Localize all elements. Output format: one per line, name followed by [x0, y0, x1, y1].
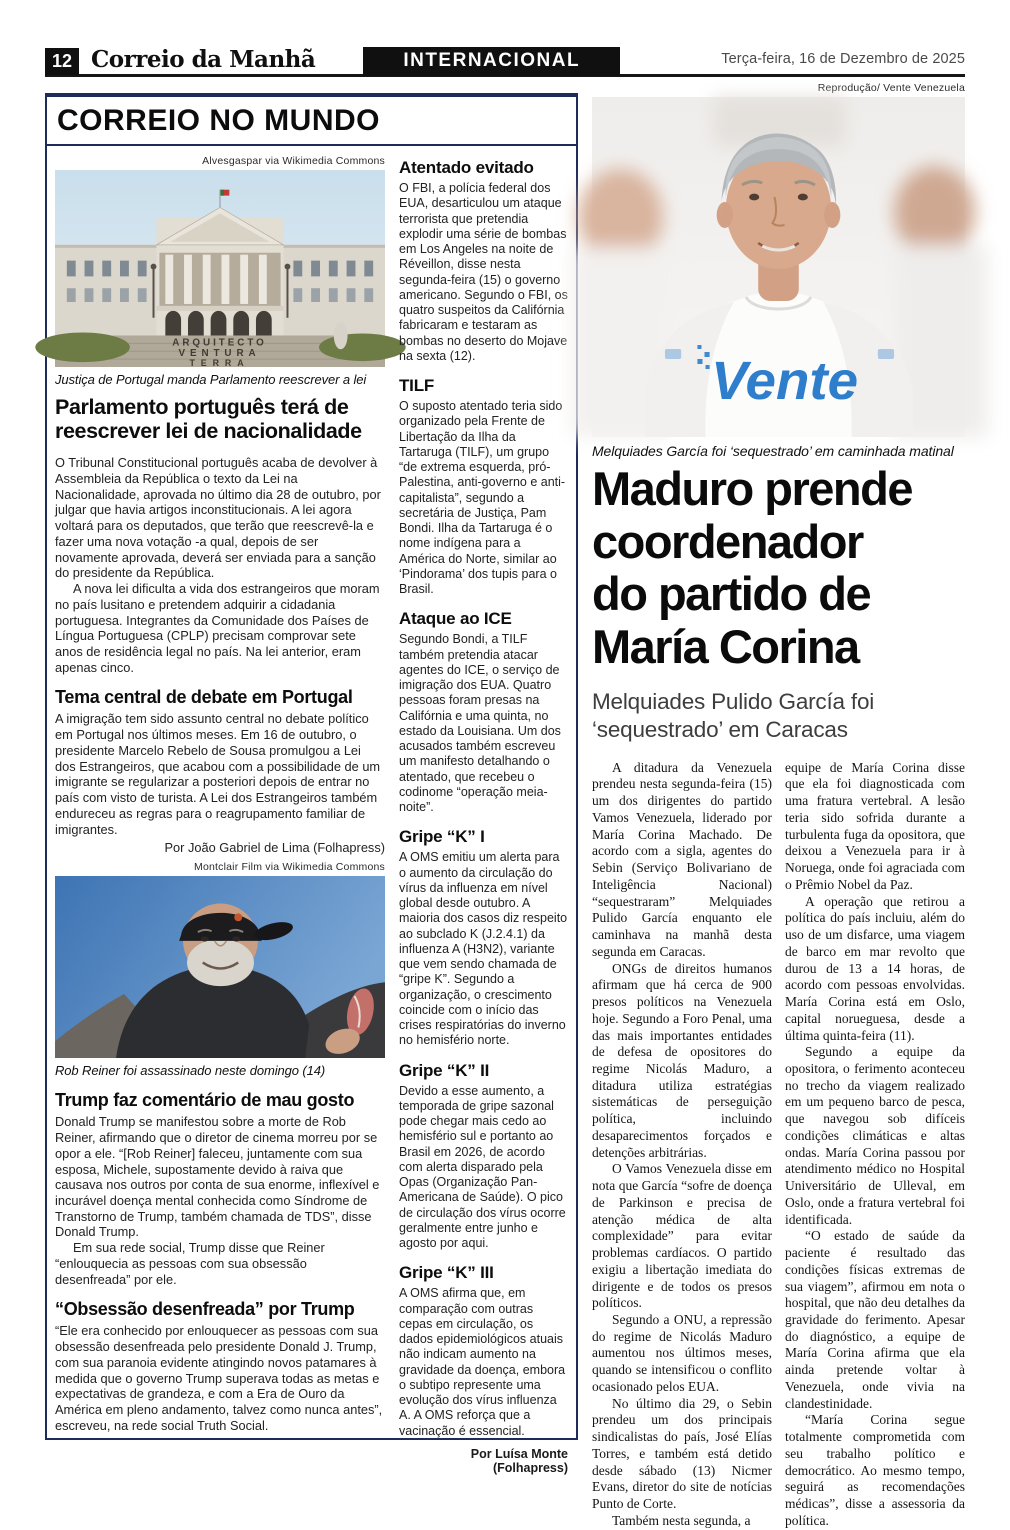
brief-ice	[399, 609, 568, 815]
maduro-subhead: Melquiades Pulido García foi ‘sequestrado’ em Caracas	[592, 688, 875, 742]
venezuela-body	[592, 760, 965, 1530]
paragraph: equipe de María Corina disse que ela foi diagnosticada com uma fratura vertebral. A lesão teria sido sofrida durante a turbulenta fuga da opositora, que deixou a Venezuela para ir à Noruega, onde foi agraciada com o Prêmio Nobel da Paz.	[785, 759, 965, 892]
paragraph: A imigração tem sido assunto central no debate político em Portugal nos últimos meses. Em 16 de outubro, o presidente Marcelo Rebelo de Sousa promulgou a Lei dos Estrangeiros, que acabou com a possibilidade de um imigrante se regularizar a posteriori depois de entrar no país com visto de turista. A Lei dos Estrangeiros também endureceu as regras para o reagrupamento familiar de imigrantes.	[55, 711, 381, 837]
parliament-photo	[55, 170, 385, 367]
brief-body: O FBI, a polícia federal dos EUA, desarticulou um ataque terrorista que pretendia explodir uma série de bombas em Los Angeles na noite de Réveillon, disse nesta segunda-feira (15) o governo americano. Segundo o FBI, os quatro suspeitos da Califórnia fabricaram e testaram as bombas no deserto do Mojave na sexta (12).	[399, 181, 568, 363]
edition-date: Terça-feira, 16 de Dezembro de 2025	[721, 51, 965, 67]
brief-gripe-2	[399, 1061, 568, 1252]
steps-text-1: ARQUITECTO	[172, 337, 267, 349]
photo-credit: Alvesgaspar via Wikimedia Commons	[202, 155, 385, 167]
paragraph: No último dia 29, o Sebin prendeu um dos principais sindicalistas do país, José Elías Torres, e também está detido desde sábado (13) Nicmer Evans, diretor do site de notícias Punto de Corte.	[592, 1395, 772, 1512]
paragraph: ONGs de direitos humanos afirmam que há cerca de 900 presos políticos na Venezuela hoje. Segundo a Foro Penal, uma das mais importantes entidades de defesa de opositores do regime Nicolás Maduro, a ditadura utiliza estratégias sistemáticas de perseguição política, incluindo desaparecimentos forçados e detenções arbitrárias.	[592, 960, 772, 1160]
newspaper-masthead: Correio da Manhã	[91, 45, 316, 73]
paragraph: “María Corina segue totalmente comprometida com seu trabalho político e democrático. Ao mesmo tempo, seguirá as recomendações médicas”, disse a assessoria da política.	[785, 1412, 965, 1528]
steps-text-3: TERRA	[189, 358, 250, 369]
brief-body: A OMS emitiu um alerta para o aumento da circulação do vírus da influenza em nível global desde outubro. A maioria dos casos diz respeito ao subclado K (J.2.4.1) da influenza A (H3N2), variante que vem sendo chamada de “gripe K”. Segundo a organização, o crescimento coincide com o início das crises respiratórias do inverno no hemisfério norte.	[399, 850, 568, 1048]
byline-luisa: Por Luísa Monte (Folhapress)	[470, 1446, 568, 1475]
paragraph: “Ele era conhecido por enlouquecer as pessoas com sua obsessão desenfreada pelo presidente Donald J. Trump, com sua paranoia evidente atingindo novos patamares à medida que o governo Trump superava todas as metas e expectativas de grandeza, e com a Era de Ouro da América em pleno andamento, talvez como nunca antes”, escreveu, na rede social Truth Social.	[55, 1323, 383, 1433]
paragraph: O Tribunal Constitucional português acaba de devolver à Assembleia da República o texto da Lei na Nacionalidade, aprovada no último dia 28 de outubro, por julgar que havia artigos inconstitucionais. A lei agora voltará para os deputados, que terão que reescrevê-la e fazer uma nova votação -a qual, depois de ser novamente aprovada, deverá ser enviada para a sanção do presidente da República.	[55, 455, 381, 581]
paragraph: Segundo a equipe da opositora, o ferimento aconteceu no trecho da viagem realizado em um pequeno barco de pesca, que navegou sob difíceis condições climáticas e altas ondas. María Corina passou por atendimento médico no Hospital Universitário de Ulleval, em Oslo, onde a fratura vertebral foi identificada.	[785, 1044, 965, 1227]
paragraph: Segundo a ONU, a repressão do regime de Nicolás Maduro aumentou nos últimos meses, quando se intensificou o conflito ocasionado pelos EUA.	[592, 1311, 772, 1394]
page-header	[45, 44, 965, 77]
venezuela-article	[592, 82, 965, 1530]
parliament-caption: Justiça de Portugal manda Parlamento reescrever a lei	[55, 372, 367, 387]
paragraph: Donald Trump se manifestou sobre a morte de Rob Reiner, afirmando que o diretor de cinema morreu por se opor a ele. “[Rob Reiner] faleceu, juntamente com sua esposa, Michele, supostamente devido à raiva que causava nos outros por conta de sua enorme, inflexível e incurável doença mental conhecida como Síndrome de Transtorno de Trump, também chamada de TDS”, disse Donald Trump.	[55, 1114, 380, 1240]
tema-central-heading: Tema central de debate em Portugal	[55, 687, 353, 708]
obsessao-article-body	[55, 1323, 385, 1433]
section-label: INTERNACIONAL	[363, 47, 620, 76]
brief-heading: Atentado evitado	[399, 158, 534, 177]
portugal-headline: Parlamento português terá de reescrever lei de nacionalidade	[55, 395, 362, 444]
paragraph: Em sua rede social, Trump disse que Reiner “enlouquecia as pessoas com sua obsessão desenfreada” por ele.	[55, 1240, 325, 1287]
brief-body: Devido a esse aumento, a temporada de gripe sazonal pode chegar mais cedo ao hemisfério sul e portanto ao Brasil em 2026, de acordo com alerta disparado pela Opas (Organização Pan-Americana de Saúde). O pico de circulação dos vírus ocorre geralmente entre junho e agosto por aqui.	[399, 1083, 566, 1250]
venezuela-column-2	[785, 760, 965, 1530]
page-number: 12	[45, 48, 79, 75]
paragraph: A nova lei dificulta a vida dos estrangeiros que moram no país lusitano e pretendem adquirir a cidadania portuguesa. Integrantes da Comunidade dos Países de Língua Portuguesa (CPLP) precisam comprovar sete anos de residência legal no país. Na lei anterior, eram apenas cinco.	[55, 581, 380, 675]
paragraph: Também nesta segunda, a	[612, 1512, 751, 1528]
trump-article-body	[55, 1114, 385, 1287]
brief-tilf	[399, 376, 568, 597]
trump-heading: Trump faz comentário de mau gosto	[55, 1090, 355, 1111]
brief-body: A OMS afirma que, em comparação com outras cepas em circulação, os dados epidemiológicos atuais não indicam aumento na gravidade da doença, embora o subtipo represente uma evolução dos vírus influenza A. A OMS reforça que a vacinação é essencial.	[399, 1286, 566, 1438]
page-content	[45, 82, 965, 1530]
paragraph: A operação que retirou a política do país incluiu, além do uso de um disfarce, uma viagem de barco em mar revolto que durou de 13 a 14 horas, de acordo com pessoas envolvidas. María Corina está em Oslo, capital norueguesa, desde a última quinta-feira (11).	[785, 893, 965, 1043]
brief-body: Segundo Bondi, a TILF também pretendia atacar agentes do ICE, o serviço de imigração dos EUA. Quatro pessoas foram presas na Califórnia e uma quinta, no estado da Louisiana. Um dos acusados também escreveu um manifesto detalhando o atentado, que recebeu o codinome “operação meia-noite”.	[399, 632, 561, 814]
obsessao-heading: “Obsessão desenfreada” por Trump	[55, 1299, 355, 1320]
brief-heading: Ataque ao ICE	[399, 609, 512, 629]
vente-shirt-logo: Vente	[711, 350, 859, 411]
byline-joao: Por João Gabriel de Lima (Folhapress)	[164, 840, 385, 856]
tema-central-body	[55, 711, 385, 837]
brief-body: O suposto atentado teria sido organizado pela Frente de Libertação da Ilha da Tartaruga (TILF), um grupo “de extrema esquerda, pró-Palestina, anti-governo e anti-capitalista”, segundo a secretária de Justiça, Pam Bondi. Ilha da Tartaruga é o nome indígena para a América do Norte, similar ao ‘Pindorama’ dos tupis para o Brasil.	[399, 399, 566, 596]
photo-credit: Montclair Film via Wikimedia Commons	[194, 861, 385, 874]
steps-text-2: VENTURA	[178, 348, 261, 360]
paragraph: “O estado de saúde da paciente é resultado das condições físicas extremas de sua viagem”, afirmou em nota o hospital, que não deu detalhes da gravidade do ferimento. Apesar do diagnóstico, a equipe de María Corina afirma que ela ainda pretende voltar à Venezuela, onde vivia na clandestinidade.	[785, 1228, 965, 1411]
maduro-headline: Maduro prende coordenador do partido de María Corina	[592, 462, 912, 673]
correio-no-mundo-box	[45, 93, 578, 1475]
mundo-left-column	[55, 152, 385, 1475]
brief-gripe-3	[399, 1263, 568, 1439]
paragraph: O Vamos Venezuela disse em nota que García “sofre de doença de Parkinson e precisa de atenção médica de alta complexidade” para evitar problemas cardíacos. O partido exigiu a libertação imediata do dirigente e de todos os presos políticos.	[592, 1161, 772, 1311]
venezuela-column-1	[592, 760, 772, 1530]
rob-reiner-photo	[55, 876, 385, 1058]
brief-atentado	[399, 158, 568, 364]
melquiades-photo	[592, 97, 965, 437]
paragraph: A ditadura da Venezuela prendeu nesta segunda-feira (15) um dos dirigentes do partido Vamos Venezuela, liderado por María Corina Machado. De acordo com a sigla, agentes do Sebin (Serviço Bolivariano de Inteligência Nacional) “sequestraram” Melquiades Pulido García enquanto ele caminhava na manhã desta segunda em Caracas.	[592, 759, 772, 959]
photo-credit: Reprodução/ Vente Venezuela	[817, 82, 965, 94]
mundo-title: CORREIO NO MUNDO	[57, 104, 380, 137]
brief-heading: Gripe “K” III	[399, 1263, 494, 1283]
melquiades-caption: Melquiades García foi ‘sequestrado’ em caminhada matinal	[592, 443, 954, 459]
brief-heading: Gripe “K” I	[399, 827, 485, 847]
brief-heading: Gripe “K” II	[399, 1060, 490, 1080]
rob-reiner-caption: Rob Reiner foi assassinado neste domingo (14)	[55, 1063, 326, 1079]
mundo-briefs-column	[399, 152, 568, 1475]
portugal-article-body	[55, 455, 385, 675]
brief-heading: TILF	[399, 376, 435, 395]
brief-gripe-1	[399, 827, 568, 1048]
